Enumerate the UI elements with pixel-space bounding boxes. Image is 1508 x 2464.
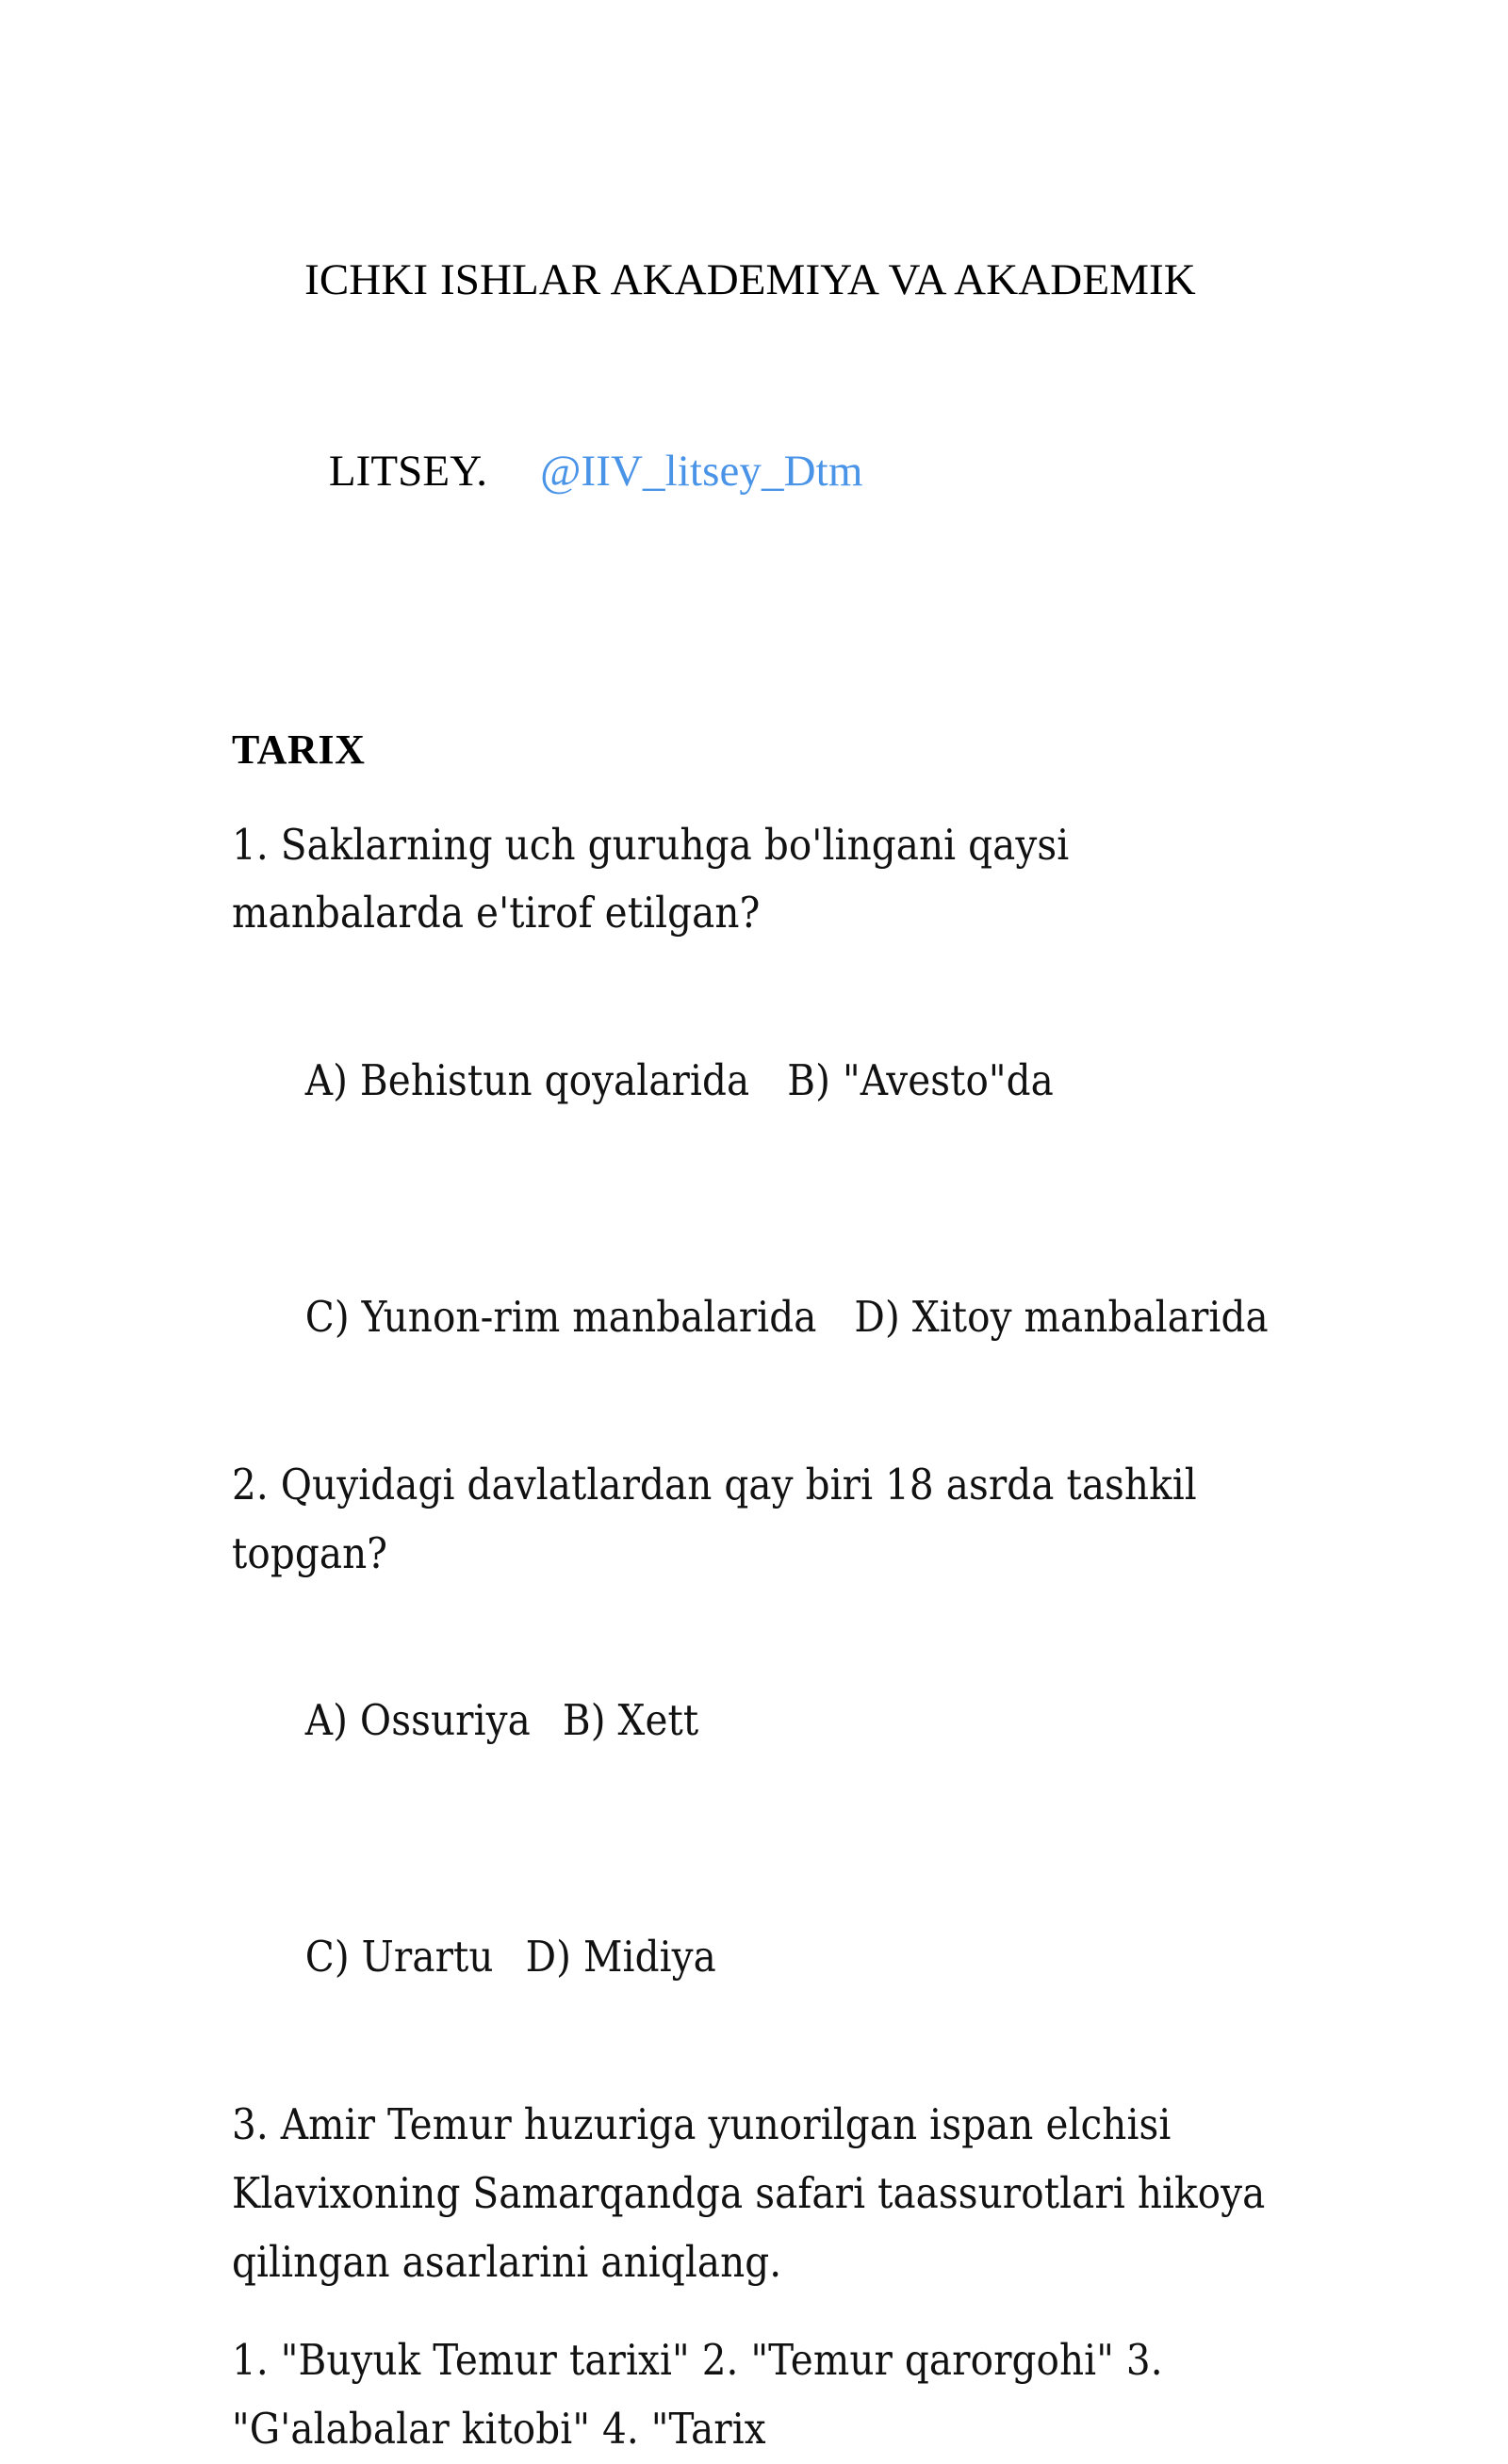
institution-heading [232, 185, 1287, 694]
question-1-options-cd [232, 1215, 1287, 1421]
question-2-option-b[interactable]: B) Xett [562, 1695, 699, 1746]
question-2-option-a[interactable]: A) Ossuriya [304, 1695, 531, 1746]
question-1-option-d[interactable]: D) Xitoy manbalarida [854, 1291, 1269, 1342]
question-2-options-cd [232, 1854, 1287, 2061]
subject-title: TARIX [232, 726, 366, 774]
question-2-options-ab [232, 1618, 1287, 1824]
document-body [232, 185, 1287, 2464]
question-1-option-c[interactable]: C) Yunon-rim manbalarida [304, 1291, 817, 1342]
question-2-option-c[interactable]: C) Urartu [304, 1932, 494, 1983]
question-1-option-b[interactable]: B) "Avesto"da [787, 1055, 1054, 1106]
institution-heading-line-1: ICHKI ISHLAR AKADEMIYA VA AKADEMIK [304, 254, 1196, 304]
telegram-handle-link[interactable]: @IIV_litsey_Dtm [540, 446, 863, 496]
question-1-options-ab [232, 978, 1287, 1184]
question-1-option-a[interactable]: A) Behistun qoyalarida [304, 1055, 750, 1106]
institution-heading-line-2-text: LITSEY. [328, 446, 488, 496]
question-2-text: 2. Quyidagi davlatlardan qay biri 18 asrda tashkil topgan? [232, 1459, 1209, 1578]
question-3-answer-list: 1. "Buyuk Temur tarixi" 2. "Temur qarorgohi" 3. "G'alabalar kitobi" 4. "Tarix [232, 2335, 1175, 2455]
question-3-text: 3. Amir Temur huzuriga yunorilgan ispan elchisi Klavixoning Samarqandga safari taassurotlari hikoya qilingan asarlarini aniqlang. [232, 2098, 1278, 2287]
question-1-text: 1. Saklarning uch guruhga bo'lingani qaysi manbalarda e'tirof etilgan? [232, 819, 1082, 938]
institution-heading-line-2 [232, 376, 1287, 567]
question-2-option-d[interactable]: D) Midiya [525, 1932, 716, 1983]
